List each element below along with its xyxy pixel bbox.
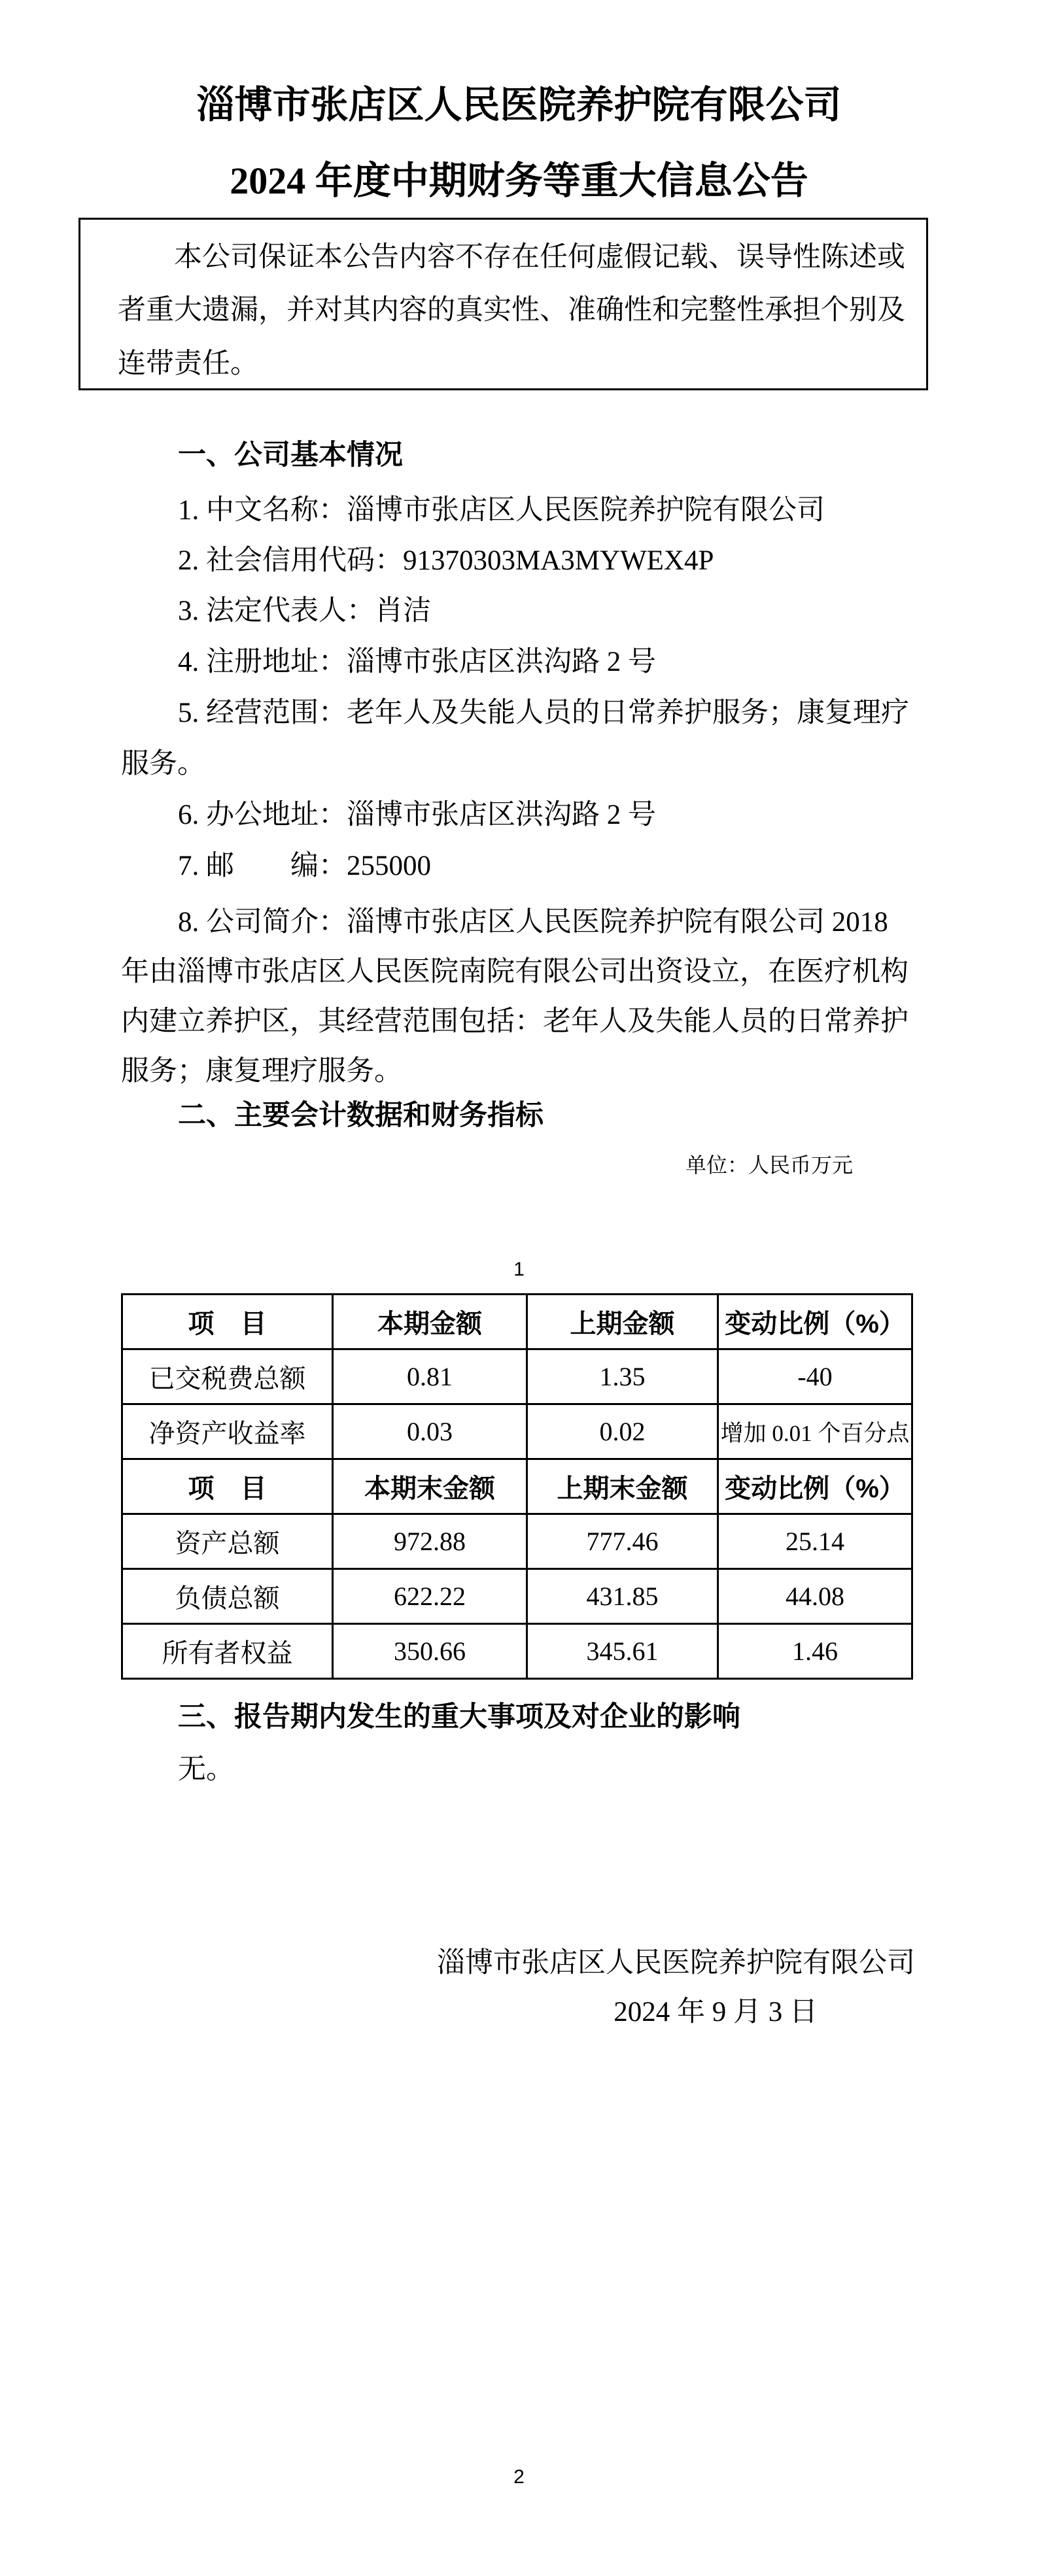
section3-heading: 三、报告期内发生的重大事项及对企业的影响 (178, 1701, 740, 1733)
table-cell: 本期金额 (333, 1295, 527, 1349)
disclaimer-line: 连带责任。 (118, 348, 258, 379)
table-cell: -40 (718, 1349, 912, 1404)
body-line: 服务；康复理疗服务。 (121, 1056, 402, 1087)
body-line: 服务。 (121, 749, 205, 779)
unit-note: 单位：人民币万元 (685, 1153, 854, 1177)
table-cell: 本期末金额 (333, 1459, 527, 1514)
body-line: 内建立养护区，其经营范围包括：老年人及失能人员的日常养护 (121, 1006, 908, 1037)
disclaimer-line: 者重大遗漏，并对其内容的真实性、准确性和完整性承担个别及 (118, 295, 905, 326)
table-cell: 增加 0.01 个百分点 (718, 1404, 912, 1459)
body-line: 1. 中文名称：淄博市张店区人民医院养护院有限公司 (178, 495, 825, 526)
table-cell: 350.66 (333, 1624, 527, 1679)
table-cell: 上期金额 (527, 1295, 718, 1349)
body-line: 年由淄博市张店区人民医院南院有限公司出资设立，在医疗机构 (121, 957, 908, 987)
table-cell: 已交税费总额 (122, 1349, 333, 1404)
body-line: 3. 法定代表人：肖洁 (178, 596, 431, 626)
table-cell: 变动比例（%） (718, 1459, 912, 1514)
table-cell: 777.46 (527, 1514, 718, 1569)
disclaimer-line: 本公司保证本公告内容不存在任何虚假记载、误导性陈述或 (174, 242, 905, 273)
table-cell: 0.81 (333, 1349, 527, 1404)
table-cell: 972.88 (333, 1514, 527, 1569)
body-line: 8. 公司简介：淄博市张店区人民医院养护院有限公司 2018 (178, 907, 888, 938)
document-title-line1: 淄博市张店区人民医院养护院有限公司 (196, 84, 842, 126)
table-row (122, 1569, 912, 1624)
body-line: 4. 注册地址：淄博市张店区洪沟路 2 号 (178, 647, 656, 677)
table-cell: 净资产收益率 (122, 1404, 333, 1459)
body-line: 7. 邮 编：255000 (178, 851, 431, 881)
section3-content: 无。 (178, 1754, 234, 1785)
table-row (122, 1514, 912, 1569)
disclaimer-box (78, 218, 928, 390)
table-cell: 1.46 (718, 1624, 912, 1679)
section1-heading: 一、公司基本情况 (178, 439, 403, 471)
table-cell: 622.22 (333, 1569, 527, 1624)
table-row (122, 1404, 912, 1459)
table-cell: 上期末金额 (527, 1459, 718, 1514)
table-cell: 345.61 (527, 1624, 718, 1679)
page-number-1: 1 (513, 1259, 525, 1280)
body-line: 2. 社会信用代码：91370303MA3MYWEX4P (178, 545, 714, 576)
table-row (122, 1459, 912, 1514)
page-number-2: 2 (513, 2466, 525, 2488)
signature-company: 淄博市张店区人民医院养护院有限公司 (437, 1948, 915, 1978)
table-cell: 1.35 (527, 1349, 718, 1404)
table-row (122, 1349, 912, 1404)
body-line: 6. 办公地址：淄博市张店区洪沟路 2 号 (178, 800, 656, 830)
table-cell: 项 目 (122, 1295, 333, 1349)
body-line: 5. 经营范围：老年人及失能人员的日常养护服务；康复理疗 (178, 698, 909, 728)
table-row (122, 1295, 912, 1349)
table-cell: 25.14 (718, 1514, 912, 1569)
table-cell: 项 目 (122, 1459, 333, 1514)
document-title-line2: 2024 年度中期财务等重大信息公告 (230, 160, 808, 202)
table-cell: 负债总额 (122, 1569, 333, 1624)
table-cell: 0.02 (527, 1404, 718, 1459)
table-row (122, 1624, 912, 1679)
financial-table (121, 1293, 913, 1680)
table-cell: 变动比例（%） (718, 1295, 912, 1349)
signature-date: 2024 年 9 月 3 日 (614, 1997, 818, 2027)
table-cell: 资产总额 (122, 1514, 333, 1569)
section2-heading: 二、主要会计数据和财务指标 (178, 1100, 544, 1131)
table-cell: 431.85 (527, 1569, 718, 1624)
table-cell: 44.08 (718, 1569, 912, 1624)
table-cell: 0.03 (333, 1404, 527, 1459)
table-cell: 所有者权益 (122, 1624, 333, 1679)
